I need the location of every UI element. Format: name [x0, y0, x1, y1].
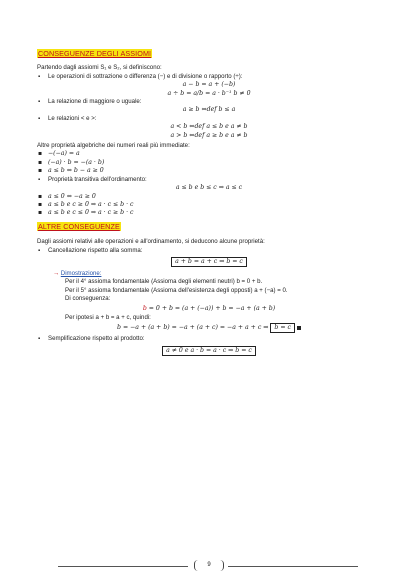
- property-negative: ▪ a ≤ 0 ⇔ −a ≥ 0: [37, 193, 381, 201]
- intro-deductions: Dagli assiomi relativi alle operazioni e all'ordinamento, si deducono alcune proprietà:: [37, 238, 265, 246]
- page-number: 9: [194, 560, 224, 571]
- demo-line-consequence: Di conseguenza:: [65, 295, 111, 303]
- demo-line-neutral: Per il 4° assioma fondamentale (Assioma degli elementi neutri) b = 0 + b.: [65, 278, 263, 286]
- bullet-strict-relations: ▪ Le relazioni < e >:: [37, 115, 381, 123]
- property-negation-product: ▪ (−a) · b = −(a · b): [37, 159, 381, 167]
- property-mult-positive: ▪ a ≤ b e c ≥ 0 ⇒ a · c ≤ b · c: [37, 201, 381, 209]
- formula-demo-1: b = 0 + b = (a + (−a)) + b = −a + (a + b): [142, 304, 276, 312]
- footer-rule-right: [228, 566, 358, 567]
- property-mult-negative: ▪ a ≤ b e c ≤ 0 ⇒ a · c ≥ b · c: [37, 209, 381, 217]
- demonstration-label: Dimostrazione:: [60, 269, 102, 277]
- result-box: b = c: [270, 323, 295, 333]
- formula-greater-equal: a ≥ b ⇔def b ≤ a: [182, 106, 236, 114]
- section-heading-altre: ALTRE CONSEGUENZE: [38, 221, 120, 231]
- section-heading-conseguenze: CONSEGUENZE DEGLI ASSIOMI: [38, 49, 152, 58]
- intro-properties: Altre proprietà algebriche dei numeri reali più immediate:: [37, 142, 190, 150]
- formula-simplification-product: a ≠ 0 e a · b = a · c ⇒ b = c: [162, 346, 256, 356]
- bullet-greater-equal: ▪ La relazione di maggiore o uguale:: [37, 98, 381, 106]
- property-double-negation: ▪ −(−a) = a: [37, 150, 381, 158]
- bullet-operations: ▪ Le operazioni di sottrazione o differenza (−) e di divisione o rapporto (÷):: [37, 73, 381, 81]
- formula-division: a ÷ b = a/b = a · b⁻¹ b ≠ 0: [167, 89, 251, 97]
- bullet-cancellation-sum: ▪ Cancellazione rispetto alla somma:: [37, 247, 381, 255]
- bullet-simplification-product: ▪ Semplificazione rispetto al prodotto:: [37, 335, 381, 343]
- qed-square-icon: [297, 326, 301, 330]
- formula-greater-than: a > b ⇔def a ≥ b e a ≠ b: [170, 131, 248, 139]
- property-transitive: ▪ Proprietà transitiva dell'ordinamento:: [37, 176, 381, 184]
- formula-less-than: a < b ⇔def a ≤ b e a ≠ b: [170, 123, 248, 131]
- page-content: [37, 50, 381, 356]
- page-footer: [58, 560, 358, 572]
- formula-transitive: a ≤ b e b ≤ c ⇒ a ≤ c: [175, 184, 243, 192]
- formula-difference: a − b = a + (−b): [182, 81, 236, 89]
- demo-line-hypothesis: Per ipotesi a + b = a + c, quindi:: [65, 313, 151, 321]
- intro-text: Partendo dagli assiomi S₁ e S₂, si definiscono:: [37, 64, 162, 72]
- demo-line-opposite: Per il 5° assioma fondamentale (Assioma dell'esistenza degli opposti) a + (−a) = 0.: [65, 286, 288, 294]
- arrow-icon: →: [53, 269, 60, 277]
- footer-rule-left: [58, 566, 188, 567]
- formula-demo-2: b = −a + (a + b) = −a + (a + c) = −a + a + c ⇒ b = c: [37, 323, 381, 333]
- formula-cancellation-sum: a + b = a + c ⇒ b = c: [171, 257, 247, 267]
- property-order-difference: ▪ a ≤ b ⇔ b − a ≥ 0: [37, 167, 381, 175]
